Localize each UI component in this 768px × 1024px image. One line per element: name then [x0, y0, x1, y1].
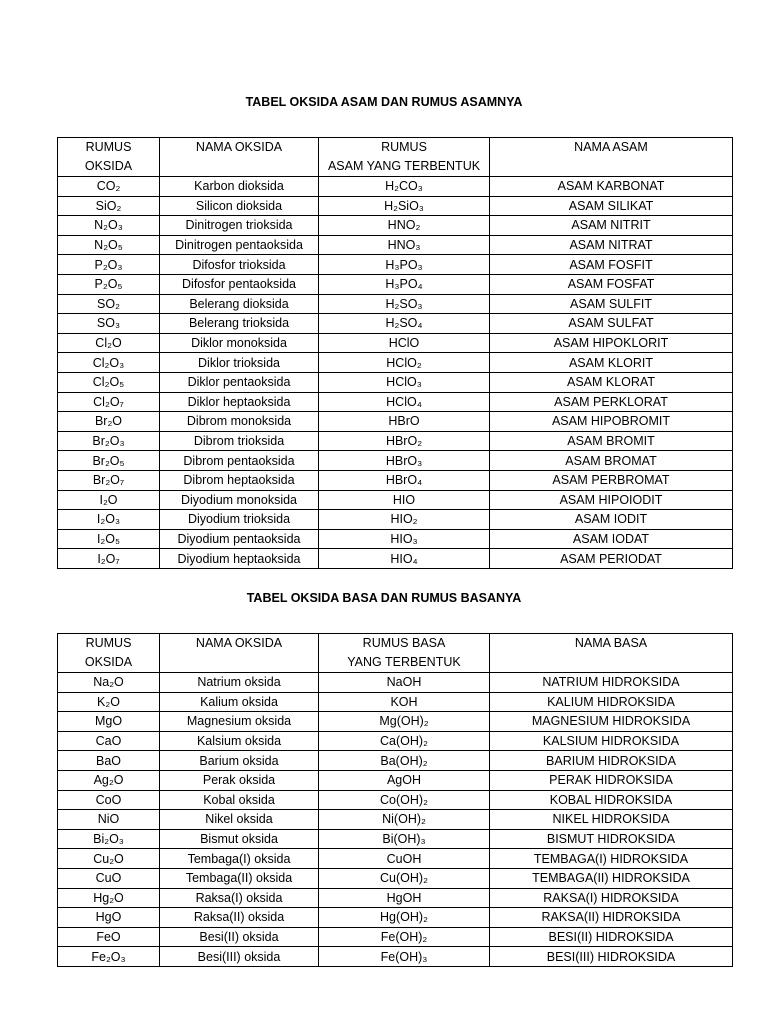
cell-rumus-hasil: HIO₄ [319, 549, 490, 569]
cell-nama-oksida: Kalsium oksida [160, 731, 319, 751]
cell-nama-hasil: PERAK HIDROKSIDA [490, 770, 733, 790]
cell-rumus-hasil: Cu(OH)₂ [319, 868, 490, 888]
cell-nama-hasil: BESI(III) HIDROKSIDA [490, 947, 733, 967]
cell-nama-oksida: Raksa(I) oksida [160, 888, 319, 908]
cell-rumus-oksida: Br₂O₃ [58, 431, 160, 451]
cell-nama-hasil: ASAM PERIODAT [490, 549, 733, 569]
cell-rumus-hasil: HBrO₄ [319, 470, 490, 490]
cell-rumus-oksida: Na₂O [58, 673, 160, 693]
cell-rumus-oksida: CaO [58, 731, 160, 751]
cell-rumus-hasil: HNO₃ [319, 235, 490, 255]
cell-nama-oksida: Bismut oksida [160, 829, 319, 849]
cell-nama-hasil: ASAM HIPOKLORIT [490, 333, 733, 353]
cell-nama-hasil: ASAM HIPOIODIT [490, 490, 733, 510]
cell-nama-oksida: Perak oksida [160, 770, 319, 790]
table-row [58, 829, 733, 849]
cell-nama-hasil: ASAM FOSFIT [490, 255, 733, 275]
table-row [58, 673, 733, 693]
cell-nama-oksida: Dibrom pentaoksida [160, 451, 319, 471]
cell-nama-hasil: ASAM PERBROMAT [490, 470, 733, 490]
header-rumus-oksida: RUMUS OKSIDA [58, 138, 160, 177]
cell-nama-oksida: Diklor pentaoksida [160, 372, 319, 392]
cell-nama-oksida: Difosfor trioksida [160, 255, 319, 275]
cell-rumus-oksida: BaO [58, 751, 160, 771]
table-row [58, 412, 733, 432]
cell-nama-oksida: Tembaga(II) oksida [160, 868, 319, 888]
table-row [58, 372, 733, 392]
cell-rumus-hasil: HNO₂ [319, 216, 490, 236]
cell-nama-hasil: ASAM NITRAT [490, 235, 733, 255]
cell-rumus-oksida: CoO [58, 790, 160, 810]
cell-rumus-oksida: SO₃ [58, 314, 160, 334]
table-row [58, 810, 733, 830]
cell-nama-hasil: ASAM BROMIT [490, 431, 733, 451]
cell-rumus-hasil: HgOH [319, 888, 490, 908]
cell-nama-oksida: Difosfor pentaoksida [160, 274, 319, 294]
cell-rumus-oksida: Bi₂O₃ [58, 829, 160, 849]
cell-nama-oksida: Nikel oksida [160, 810, 319, 830]
cell-rumus-hasil: NaOH [319, 673, 490, 693]
header-nama-oksida: NAMA OKSIDA [160, 634, 319, 673]
cell-nama-oksida: Silicon dioksida [160, 196, 319, 216]
cell-nama-hasil: RAKSA(II) HIDROKSIDA [490, 908, 733, 928]
cell-rumus-oksida: P₂O₅ [58, 274, 160, 294]
cell-rumus-oksida: Br₂O [58, 412, 160, 432]
cell-nama-oksida: Kalium oksida [160, 692, 319, 712]
table-row [58, 294, 733, 314]
cell-nama-hasil: KOBAL HIDROKSIDA [490, 790, 733, 810]
cell-nama-hasil: NATRIUM HIDROKSIDA [490, 673, 733, 693]
table-row [58, 353, 733, 373]
cell-rumus-hasil: CuOH [319, 849, 490, 869]
header-rumus-hasil: RUMUS ASAM YANG TERBENTUK [319, 138, 490, 177]
cell-nama-oksida: Dinitrogen trioksida [160, 216, 319, 236]
cell-nama-oksida: Karbon dioksida [160, 177, 319, 197]
cell-nama-hasil: BESI(II) HIDROKSIDA [490, 927, 733, 947]
cell-rumus-oksida: I₂O₇ [58, 549, 160, 569]
cell-rumus-oksida: FeO [58, 927, 160, 947]
table-header-row [58, 138, 733, 177]
cell-rumus-hasil: H₂CO₃ [319, 177, 490, 197]
cell-rumus-hasil: H₂SO₄ [319, 314, 490, 334]
cell-nama-hasil: BISMUT HIDROKSIDA [490, 829, 733, 849]
cell-rumus-hasil: Hg(OH)₂ [319, 908, 490, 928]
cell-rumus-hasil: Ni(OH)₂ [319, 810, 490, 830]
cell-rumus-oksida: Br₂O₅ [58, 451, 160, 471]
table-row [58, 888, 733, 908]
table-oksida-asam [57, 137, 733, 569]
header-nama-oksida: NAMA OKSIDA [160, 138, 319, 177]
cell-rumus-oksida: HgO [58, 908, 160, 928]
cell-rumus-hasil: KOH [319, 692, 490, 712]
cell-rumus-oksida: Cl₂O₇ [58, 392, 160, 412]
table-row [58, 490, 733, 510]
cell-nama-hasil: BARIUM HIDROKSIDA [490, 751, 733, 771]
cell-nama-hasil: ASAM HIPOBROMIT [490, 412, 733, 432]
cell-nama-oksida: Diyodium pentaoksida [160, 529, 319, 549]
cell-rumus-hasil: H₂SO₃ [319, 294, 490, 314]
table-row [58, 274, 733, 294]
table-title-oksida-asam: TABEL OKSIDA ASAM DAN RUMUS ASAMNYA [245, 95, 523, 109]
table-row [58, 790, 733, 810]
cell-nama-oksida: Diklor heptaoksida [160, 392, 319, 412]
cell-rumus-hasil: AgOH [319, 770, 490, 790]
cell-nama-hasil: ASAM SILIKAT [490, 196, 733, 216]
cell-rumus-oksida: Cl₂O₃ [58, 353, 160, 373]
cell-nama-hasil: RAKSA(I) HIDROKSIDA [490, 888, 733, 908]
table-row [58, 927, 733, 947]
cell-rumus-hasil: HBrO [319, 412, 490, 432]
cell-nama-hasil: ASAM PERKLORAT [490, 392, 733, 412]
cell-rumus-hasil: Fe(OH)₃ [319, 947, 490, 967]
cell-nama-hasil: MAGNESIUM HIDROKSIDA [490, 712, 733, 732]
cell-rumus-oksida: N₂O₅ [58, 235, 160, 255]
table-row [58, 314, 733, 334]
cell-nama-hasil: ASAM KARBONAT [490, 177, 733, 197]
cell-rumus-oksida: Cu₂O [58, 849, 160, 869]
cell-rumus-oksida: Ag₂O [58, 770, 160, 790]
table-row [58, 751, 733, 771]
cell-rumus-oksida: K₂O [58, 692, 160, 712]
cell-nama-oksida: Magnesium oksida [160, 712, 319, 732]
cell-nama-hasil: ASAM SULFAT [490, 314, 733, 334]
header-rumus-oksida: RUMUS OKSIDA [58, 634, 160, 673]
cell-nama-oksida: Diyodium heptaoksida [160, 549, 319, 569]
cell-nama-oksida: Dibrom trioksida [160, 431, 319, 451]
cell-nama-hasil: NIKEL HIDROKSIDA [490, 810, 733, 830]
table-row [58, 470, 733, 490]
table-row [58, 196, 733, 216]
table-row [58, 216, 733, 236]
cell-nama-hasil: ASAM BROMAT [490, 451, 733, 471]
cell-rumus-oksida: Fe₂O₃ [58, 947, 160, 967]
cell-rumus-hasil: H₃PO₃ [319, 255, 490, 275]
cell-rumus-oksida: CuO [58, 868, 160, 888]
cell-rumus-oksida: MgO [58, 712, 160, 732]
cell-rumus-hasil: Ca(OH)₂ [319, 731, 490, 751]
cell-nama-oksida: Dinitrogen pentaoksida [160, 235, 319, 255]
cell-nama-oksida: Diyodium monoksida [160, 490, 319, 510]
cell-rumus-oksida: Hg₂O [58, 888, 160, 908]
cell-nama-oksida: Dibrom heptaoksida [160, 470, 319, 490]
table-row [58, 549, 733, 569]
cell-nama-oksida: Belerang trioksida [160, 314, 319, 334]
cell-rumus-hasil: Ba(OH)₂ [319, 751, 490, 771]
cell-rumus-hasil: HClO₄ [319, 392, 490, 412]
table-oksida-basa [57, 633, 733, 967]
cell-rumus-oksida: CO₂ [58, 177, 160, 197]
cell-rumus-hasil: HClO [319, 333, 490, 353]
cell-nama-hasil: TEMBAGA(II) HIDROKSIDA [490, 868, 733, 888]
cell-rumus-oksida: I₂O₅ [58, 529, 160, 549]
cell-nama-hasil: ASAM SULFIT [490, 294, 733, 314]
cell-rumus-hasil: H₂SiO₃ [319, 196, 490, 216]
table-row [58, 712, 733, 732]
cell-rumus-oksida: SiO₂ [58, 196, 160, 216]
table-row [58, 908, 733, 928]
cell-nama-oksida: Besi(III) oksida [160, 947, 319, 967]
table-header-row [58, 634, 733, 673]
cell-rumus-oksida: Cl₂O [58, 333, 160, 353]
header-rumus-hasil: RUMUS BASA YANG TERBENTUK [319, 634, 490, 673]
cell-rumus-hasil: H₃PO₄ [319, 274, 490, 294]
table-row [58, 868, 733, 888]
cell-nama-hasil: ASAM IODAT [490, 529, 733, 549]
cell-nama-oksida: Diklor monoksida [160, 333, 319, 353]
cell-nama-oksida: Natrium oksida [160, 673, 319, 693]
cell-nama-hasil: TEMBAGA(I) HIDROKSIDA [490, 849, 733, 869]
cell-nama-oksida: Diyodium trioksida [160, 510, 319, 530]
cell-rumus-oksida: Br₂O₇ [58, 470, 160, 490]
cell-rumus-hasil: HClO₃ [319, 372, 490, 392]
cell-nama-oksida: Belerang dioksida [160, 294, 319, 314]
cell-rumus-hasil: Fe(OH)₂ [319, 927, 490, 947]
cell-rumus-hasil: HIO [319, 490, 490, 510]
table-row [58, 510, 733, 530]
table-row [58, 770, 733, 790]
cell-nama-hasil: KALSIUM HIDROKSIDA [490, 731, 733, 751]
cell-rumus-hasil: Bi(OH)₃ [319, 829, 490, 849]
cell-nama-hasil: ASAM KLORIT [490, 353, 733, 373]
header-nama-hasil: NAMA BASA [490, 634, 733, 673]
cell-rumus-oksida: Cl₂O₅ [58, 372, 160, 392]
cell-nama-oksida: Kobal oksida [160, 790, 319, 810]
table-row [58, 529, 733, 549]
cell-rumus-oksida: I₂O [58, 490, 160, 510]
table-row [58, 692, 733, 712]
cell-nama-oksida: Raksa(II) oksida [160, 908, 319, 928]
table-row [58, 235, 733, 255]
cell-nama-oksida: Barium oksida [160, 751, 319, 771]
cell-rumus-hasil: HIO₃ [319, 529, 490, 549]
header-nama-hasil: NAMA ASAM [490, 138, 733, 177]
cell-nama-hasil: KALIUM HIDROKSIDA [490, 692, 733, 712]
cell-nama-hasil: ASAM IODIT [490, 510, 733, 530]
cell-nama-hasil: ASAM NITRIT [490, 216, 733, 236]
table-row [58, 451, 733, 471]
cell-nama-hasil: ASAM KLORAT [490, 372, 733, 392]
table-title-oksida-basa: TABEL OKSIDA BASA DAN RUMUS BASANYA [246, 591, 522, 605]
table-row [58, 849, 733, 869]
table-row [58, 731, 733, 751]
cell-rumus-oksida: SO₂ [58, 294, 160, 314]
table-row [58, 431, 733, 451]
cell-nama-oksida: Dibrom monoksida [160, 412, 319, 432]
table-row [58, 333, 733, 353]
cell-nama-oksida: Diklor trioksida [160, 353, 319, 373]
cell-rumus-oksida: I₂O₃ [58, 510, 160, 530]
cell-rumus-hasil: HBrO₂ [319, 431, 490, 451]
cell-rumus-hasil: HIO₂ [319, 510, 490, 530]
cell-nama-oksida: Tembaga(I) oksida [160, 849, 319, 869]
cell-rumus-oksida: P₂O₃ [58, 255, 160, 275]
cell-rumus-oksida: N₂O₃ [58, 216, 160, 236]
table-row [58, 255, 733, 275]
cell-nama-oksida: Besi(II) oksida [160, 927, 319, 947]
cell-rumus-oksida: NiO [58, 810, 160, 830]
cell-rumus-hasil: Co(OH)₂ [319, 790, 490, 810]
cell-rumus-hasil: HClO₂ [319, 353, 490, 373]
cell-nama-hasil: ASAM FOSFAT [490, 274, 733, 294]
table-row [58, 392, 733, 412]
table-row [58, 177, 733, 197]
table-row [58, 947, 733, 967]
cell-rumus-hasil: Mg(OH)₂ [319, 712, 490, 732]
cell-rumus-hasil: HBrO₃ [319, 451, 490, 471]
